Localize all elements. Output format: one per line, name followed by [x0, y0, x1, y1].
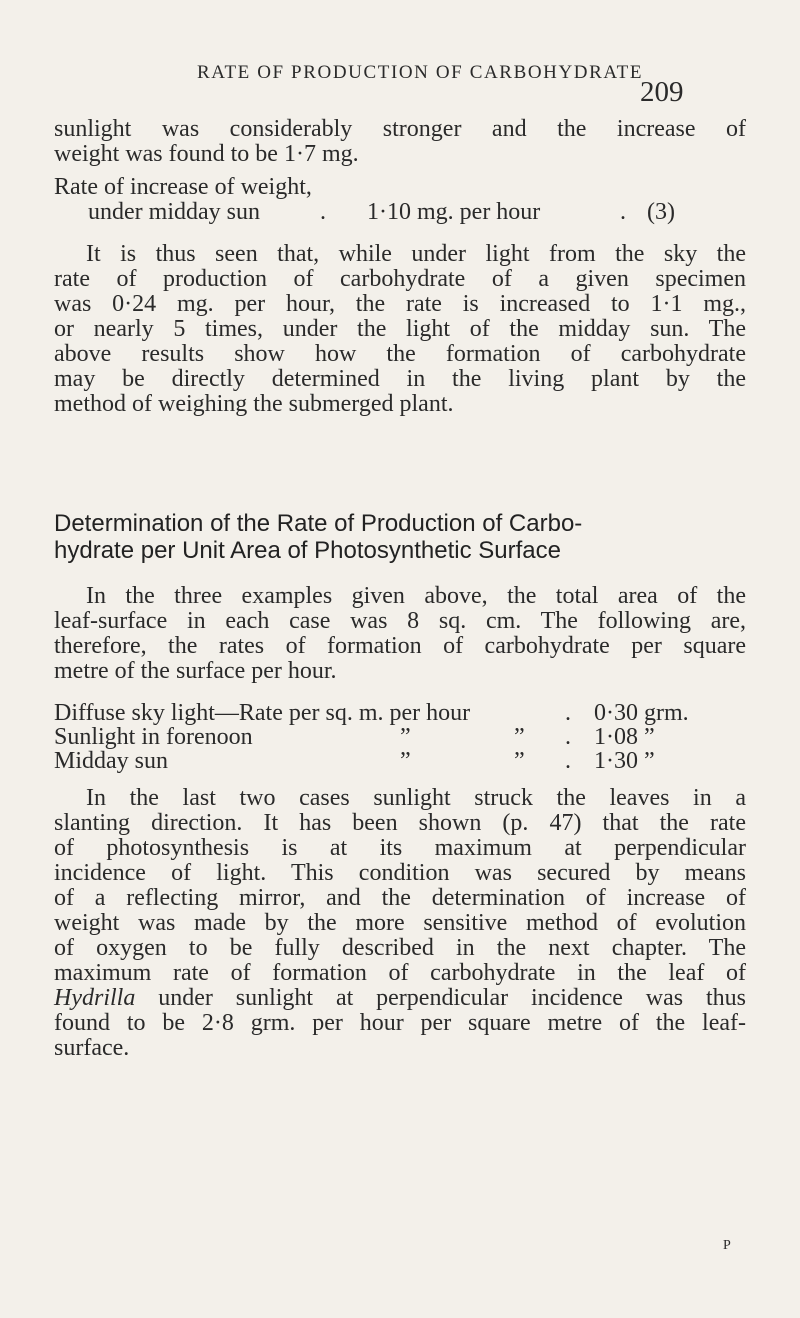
text-line: sunlight was considerably stronger and the increase of	[54, 116, 746, 142]
text-line: may be directly determined in the living plant by the	[54, 366, 746, 392]
text-fragment: under sunlight at perpendicular incidence was thus	[135, 985, 746, 1011]
text-line: of photosynthesis is at its maximum at perpendicular	[54, 835, 746, 861]
leader-dot: .	[320, 199, 326, 225]
heading-line: Determination of the Rate of Production of Carbo-	[54, 510, 583, 537]
text-line: It is thus seen that, while under light from the sky the	[86, 241, 746, 267]
ditto-mark: ”	[514, 748, 525, 774]
row-value: 1·30 ”	[594, 748, 655, 774]
ditto-mark: ”	[400, 724, 411, 750]
leader-dot: .	[565, 748, 571, 774]
leader-dot: .	[565, 724, 571, 750]
intro-paragraph	[54, 117, 746, 167]
text-line: leaf-surface in each case was 8 sq. cm. The following are,	[54, 608, 746, 634]
area-paragraph	[54, 584, 746, 684]
rate-table-row	[54, 724, 754, 750]
rate-label-line-1: Rate of increase of weight,	[54, 174, 312, 200]
rate-label-line-2: under midday sun	[88, 199, 260, 225]
text-line: of oxygen to be fully described in the next chapter. The	[54, 935, 746, 961]
text-line: weight was made by the more sensitive method of evolution	[54, 910, 746, 936]
text-line: found to be 2·8 grm. per hour per square metre of the leaf-	[54, 1010, 746, 1036]
text-line: or nearly 5 times, under the light of the midday sun. The	[54, 316, 746, 342]
text-line	[54, 986, 746, 1011]
leader-dot: .	[565, 700, 571, 726]
ditto-mark: ”	[400, 748, 411, 774]
leader-dot: .	[620, 199, 626, 225]
text-line: of a reflecting mirror, and the determination of increase of	[54, 885, 746, 911]
equation-number: (3)	[647, 199, 675, 225]
text-line: metre of the surface per hour.	[54, 658, 337, 684]
signature-mark: P	[723, 1238, 731, 1253]
text-line: rate of production of carbohydrate of a given specimen	[54, 266, 746, 292]
rate-table-row	[54, 748, 754, 774]
text-line: method of weighing the submerged plant.	[54, 391, 454, 417]
text-line: In the three examples given above, the total area of the	[86, 583, 746, 609]
text-line: weight was found to be 1·7 mg.	[54, 141, 359, 167]
text-line: incidence of light. This condition was secured by means	[54, 860, 746, 886]
row-condition: Diffuse sky light—Rate per sq. m. per hour	[54, 700, 471, 726]
row-value: 0·30 grm.	[594, 700, 689, 726]
row-condition: Midday sun	[54, 748, 168, 774]
section-heading	[54, 510, 746, 564]
final-paragraph	[54, 786, 746, 1061]
rate-table-row	[54, 700, 754, 726]
text-line: surface.	[54, 1035, 130, 1061]
heading-line: hydrate per Unit Area of Photosynthetic Surface	[54, 537, 561, 564]
row-condition: Sunlight in forenoon	[54, 724, 253, 750]
text-line: maximum rate of formation of carbohydrate in the leaf of	[54, 960, 746, 986]
summary-paragraph	[54, 242, 746, 417]
species-name: Hydrilla	[54, 985, 136, 1011]
row-value: 1·08 ”	[594, 724, 655, 750]
text-line: slanting direction. It has been shown (p. 47) that the rate	[54, 810, 746, 836]
page-number: 209	[640, 76, 684, 108]
text-line: was 0·24 mg. per hour, the rate is increased to 1·1 mg.,	[54, 291, 746, 317]
rate-value: 1·10 mg. per hour	[367, 199, 541, 225]
text-line: therefore, the rates of formation of carbohydrate per square	[54, 633, 746, 659]
running-head: RATE OF PRODUCTION OF CARBOHYDRATE	[196, 62, 644, 83]
text-line: above results show how the formation of carbohydrate	[54, 341, 746, 367]
ditto-mark: ”	[514, 724, 525, 750]
text-line: In the last two cases sunlight struck the leaves in a	[86, 785, 746, 811]
